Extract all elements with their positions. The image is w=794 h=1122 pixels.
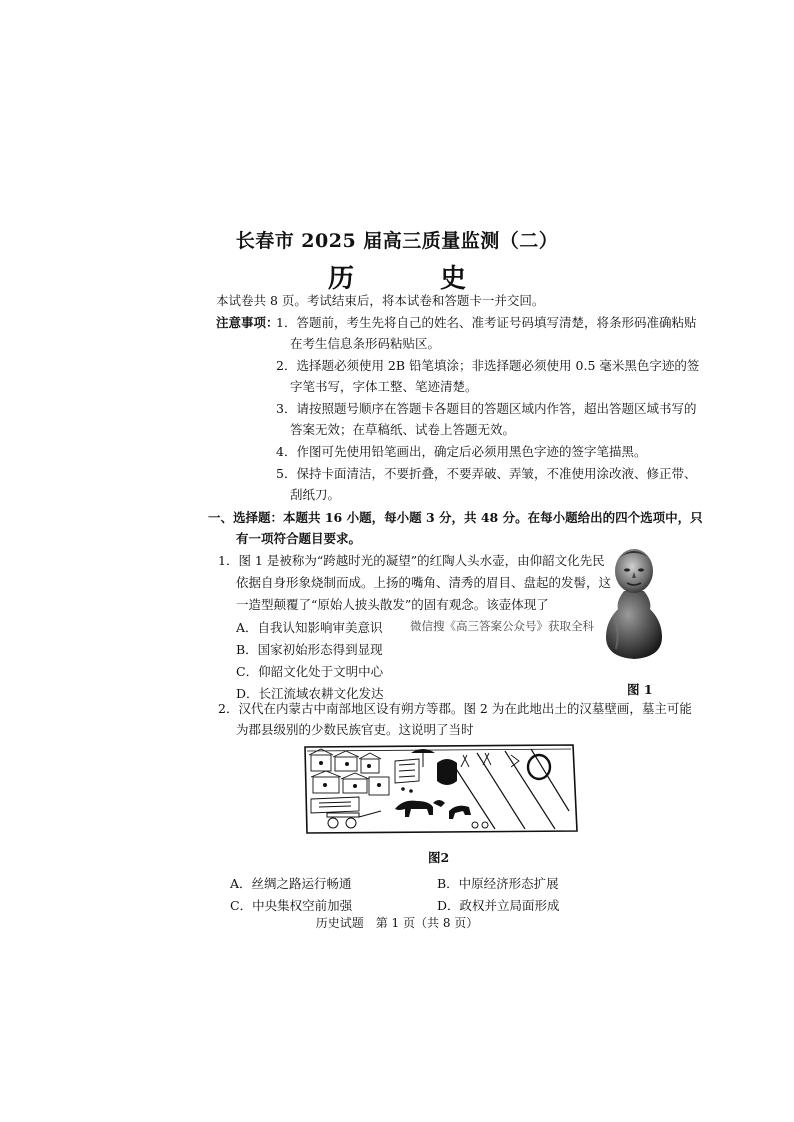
q1-stem: 一造型颠覆了“原始人披头散发”的固有观念。该壶体现了 bbox=[236, 597, 549, 612]
q1-option-c[interactable]: C．仰韶文化处于文明中心 bbox=[236, 664, 384, 679]
notice-item: 4．作图可先使用铅笔画出，确定后必须用黑色字迹的签字笔描黑。 bbox=[276, 444, 647, 459]
subject-title: 历 史 bbox=[327, 264, 496, 294]
q2-option-b[interactable]: B．中原经济形态扩展 bbox=[437, 876, 559, 891]
pottery-head-vase-image bbox=[600, 545, 668, 663]
section-heading: 一、选择题：本题共 16 小题，每小题 3 分，共 48 分。在每小题给出的四个选项中，只 bbox=[208, 510, 703, 525]
q1-option-b[interactable]: B．国家初始形态得到显现 bbox=[236, 642, 383, 657]
q2-stem: 为郡县级别的少数民族官吏。这说明了当时 bbox=[236, 722, 474, 737]
notice-item: 答案无效；在草稿纸、试卷上答题无效。 bbox=[290, 422, 516, 437]
q2-stem: 2．汉代在内蒙古中南部地区设有朔方等郡。图 2 为在此地出土的汉墓壁画，墓主可能 bbox=[218, 701, 692, 716]
section-heading-cont: 有一项符合题目要求。 bbox=[236, 531, 362, 546]
notice-label: 注意事项： bbox=[216, 315, 279, 330]
q1-option-d[interactable]: D．长江流域农耕文化发达 bbox=[236, 686, 384, 701]
q2-option-c[interactable]: C．中央集权空前加强 bbox=[230, 898, 353, 913]
notice-item: 1．答题前，考生先将自己的姓名、准考证号码填写清楚，将条形码准确粘贴 bbox=[276, 315, 697, 330]
page-footer: 历史试题 第 1 页（共 8 页） bbox=[315, 916, 479, 930]
q2-option-a[interactable]: A．丝绸之路运行畅通 bbox=[230, 876, 352, 891]
figure-1-caption: 图 1 bbox=[627, 682, 653, 697]
han-mural-image bbox=[299, 741, 579, 837]
exam-title: 长春市 2025 届高三质量监测（二） bbox=[235, 230, 559, 252]
notice-item: 在考生信息条形码粘贴区。 bbox=[290, 336, 441, 351]
notice-item: 2．选择题必须使用 2B 铅笔填涂；非选择题必须使用 0.5 毫米黑色字迹的签 bbox=[276, 358, 700, 373]
notice-item: 3．请按照题号顺序在答题卡各题目的答题区域内作答，超出答题区域书写的 bbox=[276, 401, 697, 416]
q2-option-d[interactable]: D．政权并立局面形成 bbox=[437, 898, 560, 913]
watermark-text: 微信搜《高三答案公众号》获取全科 bbox=[410, 619, 594, 633]
q1-stem: 1．图 1 是被称为“跨越时光的凝望”的红陶人头水壶，由仰韶文化先民 bbox=[218, 553, 605, 568]
notice-item: 字笔书写，字体工整、笔迹清楚。 bbox=[290, 379, 478, 394]
q1-stem: 依据自身形象烧制而成。上扬的嘴角、清秀的眉目、盘起的发髻，这 bbox=[236, 575, 612, 590]
intro-line: 本试卷共 8 页。考试结束后，将本试卷和答题卡一并交回。 bbox=[216, 293, 545, 308]
notice-item: 刮纸刀。 bbox=[290, 487, 341, 502]
figure-2-caption: 图2 bbox=[428, 850, 450, 865]
q1-option-a[interactable]: A．自我认知影响审美意识 bbox=[236, 620, 383, 635]
notice-item: 5．保持卡面清洁，不要折叠，不要弄破、弄皱，不准使用涂改液、修正带、 bbox=[276, 466, 697, 481]
